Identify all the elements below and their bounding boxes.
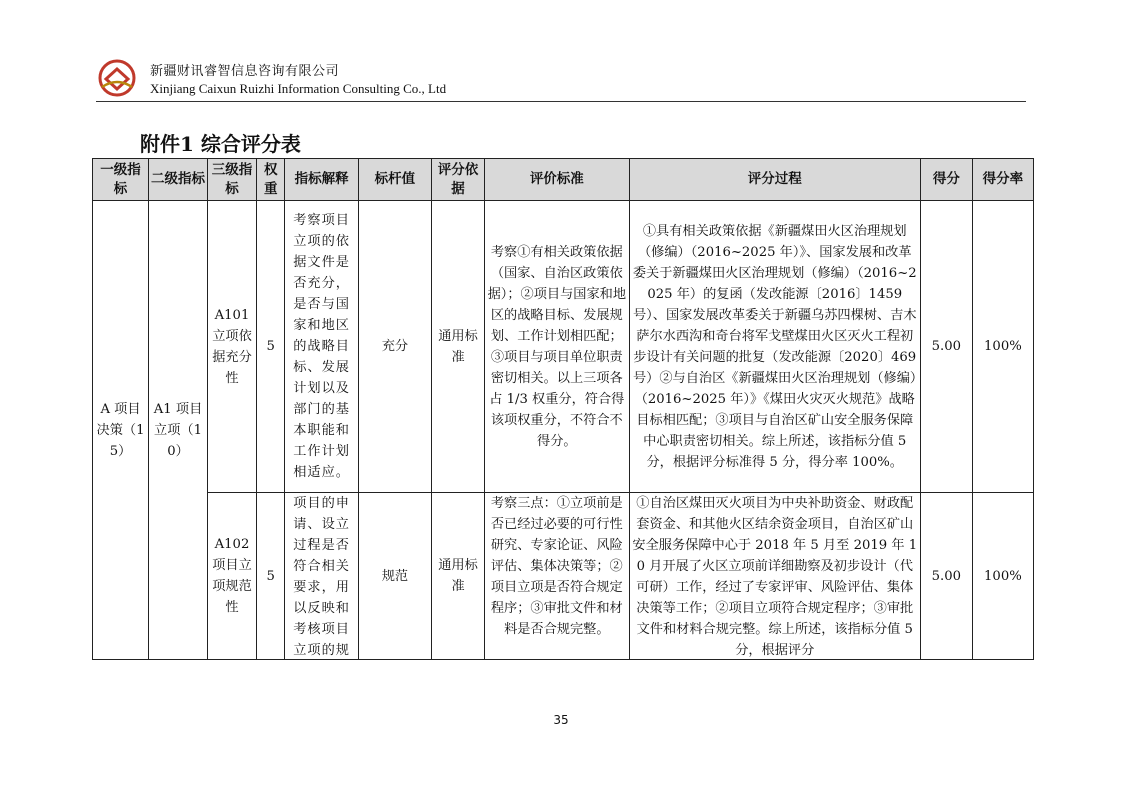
company-logo-icon [96, 57, 138, 99]
explain-cell: 考察项目立项的依据文件是否充分，是否与国家和地区的战略目标、发展计划以及部门的基本职能和工作计划相适应。 [285, 201, 358, 493]
weight-cell: 5 [256, 493, 285, 660]
header-level2: 二级指标 [149, 159, 208, 201]
level3-cell: A101立项依据充分性 [208, 201, 257, 493]
level3-cell: A102项目立项规范性 [208, 493, 257, 660]
score-cell: 5.00 [920, 493, 972, 660]
header-score: 得分 [920, 159, 972, 201]
page-number: 35 [553, 713, 569, 727]
score-table [92, 158, 1034, 660]
page-header [96, 54, 1026, 104]
criteria-text: 考察三点：①立项前是否已经过必要的可行性研究、专家论证、风险评估、集体决策等；②项目立项是否符合规定程序；③审批文件和材料是否合规完整。 [490, 496, 623, 637]
header-process: 评分过程 [629, 159, 920, 201]
table-row [93, 493, 1034, 660]
company-name-cn: 新疆财讯睿智信息咨询有限公司 [150, 64, 340, 79]
header-rate: 得分率 [972, 159, 1033, 201]
header-level1: 一级指标 [93, 159, 149, 201]
header-criteria: 评价标准 [485, 159, 630, 201]
table-header-row [93, 159, 1034, 201]
header-basis: 评分依据 [432, 159, 485, 201]
level1-cell: A 项目决策（15） [93, 201, 149, 660]
level2-cell: A1 项目立项（10） [149, 201, 208, 660]
criteria-cell: 考察①有相关政策依据（国家、自治区政策依据）；②项目与国家和地区的战略目标、发展规划、工作计划相匹配；③项目与项目单位职责密切相关。以上三项各占 1/3 权重分，符合得该项权重分，不符合不得分。 [485, 201, 630, 493]
header-weight: 权重 [256, 159, 285, 201]
page-title: 附件1 综合评分表 [140, 132, 301, 156]
header-divider [96, 101, 1026, 102]
process-cell: ①具有相关政策依据《新疆煤田火区治理规划（修编）（2016~2025 年）》、国家发展和改革委关于新疆煤田火区治理规划（修编）（2016~2025 年）的复函（发改能源〔2016〕1459 号）、国家发展改革委关于新疆乌苏四棵树、吉木萨尔水西沟和奇台将军戈壁煤田火区灭火工程初步设计有关问题的批复（发改能源〔2020〕469 号）②与自治区《新疆煤田火区治理规划（修编）（2016~2025 年）》《煤田火灾灭火规范》战略目标相匹配；③项目与自治区矿山安全服务保障中心职责密切相关。综上所述，该指标分值 5 分，根据评分标准得 5 分，得分率 100%。 [629, 201, 920, 493]
benchmark-cell: 充分 [358, 201, 431, 493]
process-text: ①自治区煤田灭火项目为中央补助资金、财政配套资金、和其他火区结余资金项目，自治区矿山安全服务保障中心于 2018 年 5 月至 2019 年 10 月开展了火区立项前详细勘察及初步设计（代可研）工作，经过了专家评审、风险评估、集体决策等工作；②项目立项符合规定程序；③审批文件和材料合规完整。综上所述，该指标分值 5 分，根据评分 [632, 496, 918, 658]
header-level3: 三级指标 [208, 159, 257, 201]
company-name-en: Xinjiang Caixun Ruizhi Information Consulting Co., Ltd [150, 81, 447, 96]
header-explain: 指标解释 [285, 159, 358, 201]
basis-cell: 通用标准 [432, 493, 485, 660]
benchmark-cell: 规范 [358, 493, 431, 660]
header-benchmark: 标杆值 [358, 159, 431, 201]
explain-cell [285, 493, 358, 660]
score-cell: 5.00 [920, 201, 972, 493]
rate-cell: 100% [972, 201, 1033, 493]
basis-cell: 通用标准 [432, 201, 485, 493]
process-cell [629, 493, 920, 660]
table-row [93, 201, 1034, 493]
explain-text: 项目的申请、设立过程是否符合相关要求，用以反映和考核项目立项的规 [293, 496, 350, 658]
rate-cell: 100% [972, 493, 1033, 660]
weight-cell: 5 [256, 201, 285, 493]
criteria-cell [485, 493, 630, 660]
